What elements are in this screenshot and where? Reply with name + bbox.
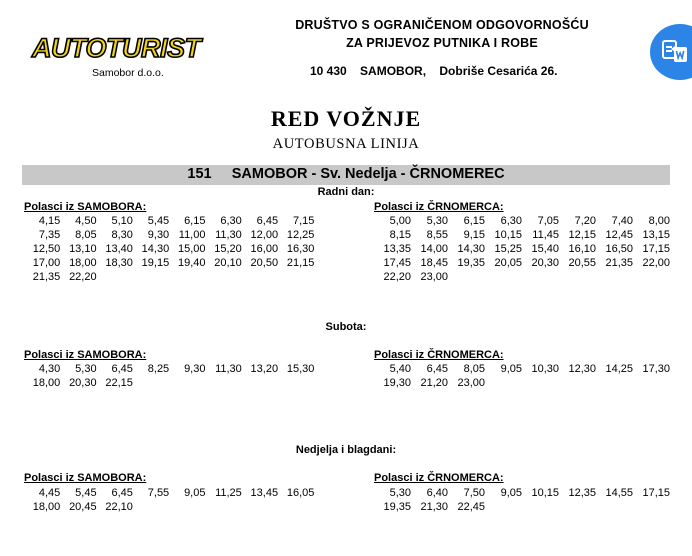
logo-subtitle: Samobor d.o.o. — [92, 67, 164, 79]
page-title: RED VOŽNJE — [270, 106, 422, 131]
departure-time: 16,00 — [250, 243, 279, 255]
departure-time: 13,15 — [642, 229, 670, 241]
address-postal: 10 430 — [310, 64, 347, 78]
departure-time: 17,15 — [642, 487, 670, 499]
departure-time: 20,30 — [531, 257, 559, 269]
departure-time: 22,15 — [105, 377, 133, 389]
departure-time: 22,20 — [69, 271, 97, 283]
company-address — [310, 64, 567, 78]
departure-time: 17,45 — [383, 257, 411, 269]
departure-time: 9,05 — [500, 487, 522, 499]
departure-time: 22,00 — [642, 257, 670, 269]
departure-time: 13,10 — [69, 243, 97, 255]
departure-time: 9,15 — [463, 229, 485, 241]
departure-time: 14,55 — [605, 487, 633, 499]
page-subtitle: AUTOBUSNA LINIJA — [272, 136, 420, 152]
departure-time: 10,15 — [531, 487, 559, 499]
departure-time: 6,45 — [111, 363, 133, 375]
timetable-row — [374, 256, 670, 270]
line-route: SAMOBOR - Sv. Nedelja - ČRNOMEREC — [231, 166, 505, 182]
departure-time: 8,55 — [426, 229, 448, 241]
departure-time: 20,50 — [250, 257, 279, 269]
departure-time: 6,15 — [184, 215, 206, 227]
weekday-right-table — [374, 214, 670, 284]
departure-time: 21,15 — [286, 257, 315, 269]
departure-time: 7,40 — [611, 215, 633, 227]
departure-time: 5,45 — [147, 215, 170, 227]
saturday-left-header: Polasci iz SAMOBORA: — [24, 349, 147, 361]
departure-time: 15,25 — [494, 243, 522, 255]
departure-time: 17,30 — [642, 363, 670, 375]
departure-time: 18,00 — [32, 501, 61, 513]
departure-time: 5,30 — [426, 215, 448, 227]
departure-time: 9,05 — [500, 363, 522, 375]
timetable-row — [374, 270, 670, 284]
departure-time: 19,30 — [383, 377, 411, 389]
departure-time: 5,45 — [75, 487, 97, 499]
departure-time: 4,45 — [38, 487, 61, 499]
sunday-right-table — [374, 486, 670, 514]
sunday-left-header: Polasci iz SAMOBORA: — [24, 472, 147, 484]
line-number: 151 — [187, 166, 212, 182]
departure-time: 12,35 — [568, 487, 596, 499]
departure-time: 14,30 — [141, 243, 170, 255]
section-label-saturday: Subota: — [325, 321, 367, 333]
timetable-row — [24, 256, 314, 270]
section-label-weekday: Radni dan: — [317, 186, 375, 198]
departure-time: 23,00 — [457, 377, 485, 389]
timetable-row — [24, 242, 314, 256]
departure-time: 22,20 — [383, 271, 411, 283]
timetable-row — [374, 486, 670, 500]
saturday-left-table — [24, 362, 314, 390]
departure-time: 19,35 — [383, 501, 411, 513]
company-name — [272, 16, 612, 52]
departure-time: 7,05 — [537, 215, 559, 227]
departure-time: 18,00 — [69, 257, 97, 269]
departure-time: 19,35 — [457, 257, 485, 269]
departure-time: 11,25 — [215, 487, 242, 499]
departure-time: 8,05 — [75, 229, 97, 241]
departure-time: 13,35 — [383, 243, 411, 255]
convert-to-word-button[interactable] — [650, 24, 692, 80]
departure-time: 6,40 — [426, 487, 448, 499]
departure-time: 7,55 — [147, 487, 170, 499]
departure-time: 7,35 — [38, 229, 61, 241]
departure-time: 8,30 — [111, 229, 133, 241]
timetable-row — [24, 270, 314, 284]
departure-time: 12,00 — [250, 229, 279, 241]
departure-time: 7,20 — [574, 215, 596, 227]
timetable-row — [374, 500, 670, 514]
departure-time: 20,30 — [69, 377, 97, 389]
departure-time: 20,45 — [69, 501, 97, 513]
departure-time: 16,30 — [286, 243, 315, 255]
weekday-left-table — [24, 214, 314, 284]
departure-time: 5,30 — [75, 363, 97, 375]
departure-time: 5,00 — [389, 215, 411, 227]
departure-time: 18,45 — [420, 257, 448, 269]
departure-time: 12,25 — [286, 229, 315, 241]
departure-time: 6,30 — [500, 215, 522, 227]
departure-time: 20,10 — [214, 257, 242, 269]
departure-time: 10,15 — [494, 229, 522, 241]
timetable-row — [374, 362, 670, 376]
timetable-row — [374, 242, 670, 256]
saturday-right-header: Polasci iz ČRNOMERCA: — [374, 349, 504, 361]
departure-time: 15,30 — [286, 363, 315, 375]
departure-time: 13,45 — [250, 487, 279, 499]
departure-time: 7,50 — [463, 487, 485, 499]
section-label-sunday: Nedjelja i blagdani: — [295, 444, 397, 456]
word-document-icon — [662, 38, 688, 64]
departure-time: 15,00 — [177, 243, 206, 255]
departure-time: 6,45 — [111, 487, 133, 499]
timetable-row — [374, 376, 670, 390]
departure-time: 6,15 — [463, 215, 485, 227]
departure-time: 14,00 — [420, 243, 448, 255]
logo-wordmark: AUTOTURIST — [32, 34, 201, 62]
departure-time: 9,30 — [147, 229, 170, 241]
departure-time: 12,45 — [605, 229, 633, 241]
departure-time: 18,30 — [105, 257, 133, 269]
sunday-left-table — [24, 486, 314, 514]
departure-time: 8,05 — [463, 363, 485, 375]
weekday-right-header: Polasci iz ČRNOMERCA: — [374, 201, 504, 213]
departure-time: 20,05 — [494, 257, 522, 269]
departure-time: 4,50 — [75, 215, 97, 227]
saturday-right-table — [374, 362, 670, 390]
timetable-row — [24, 500, 314, 514]
departure-time: 17,00 — [32, 257, 61, 269]
departure-time: 9,30 — [184, 363, 206, 375]
departure-time: 15,20 — [214, 243, 242, 255]
timetable-row — [374, 228, 670, 242]
line-heading — [0, 166, 692, 182]
departure-time: 21,35 — [605, 257, 633, 269]
departure-time: 4,30 — [38, 363, 61, 375]
company-line-1: DRUŠTVO S OGRANIČENOM ODGOVORNOŠĆU — [295, 18, 589, 32]
departure-time: 17,15 — [642, 243, 670, 255]
company-line-2: ZA PRIJEVOZ PUTNIKA I ROBE — [346, 36, 538, 50]
departure-time: 12,30 — [568, 363, 596, 375]
departure-time: 20,55 — [568, 257, 596, 269]
departure-time: 10,30 — [531, 363, 559, 375]
departure-time: 18,00 — [32, 377, 61, 389]
departure-time: 6,45 — [426, 363, 448, 375]
weekday-left-header: Polasci iz SAMOBORA: — [24, 201, 147, 213]
departure-time: 5,10 — [111, 215, 133, 227]
sunday-right-header: Polasci iz ČRNOMERCA: — [374, 472, 504, 484]
departure-time: 23,00 — [420, 271, 448, 283]
departure-time: 22,10 — [105, 501, 133, 513]
departure-time: 11,30 — [215, 363, 242, 375]
departure-time: 12,15 — [568, 229, 596, 241]
departure-time: 21,20 — [420, 377, 448, 389]
timetable-row — [24, 214, 314, 228]
departure-time: 6,45 — [256, 215, 279, 227]
departure-time: 16,05 — [286, 487, 315, 499]
departure-time: 22,45 — [457, 501, 485, 513]
departure-time: 8,15 — [389, 229, 411, 241]
departure-time: 11,00 — [178, 229, 206, 241]
departure-time: 15,40 — [531, 243, 559, 255]
timetable-row — [24, 228, 314, 242]
departure-time: 5,30 — [389, 487, 411, 499]
departure-time: 11,30 — [215, 229, 242, 241]
departure-time: 14,25 — [605, 363, 633, 375]
timetable-row — [24, 376, 314, 390]
departure-time: 8,25 — [147, 363, 170, 375]
departure-time: 8,00 — [648, 215, 670, 227]
departure-time: 19,40 — [177, 257, 206, 269]
departure-time: 11,45 — [532, 229, 559, 241]
timetable-row — [374, 214, 670, 228]
company-logo — [30, 34, 246, 62]
timetable-row — [24, 486, 314, 500]
address-city: SAMOBOR, — [360, 64, 427, 78]
departure-time: 13,40 — [105, 243, 133, 255]
departure-time: 6,30 — [220, 215, 242, 227]
departure-time: 16,50 — [605, 243, 633, 255]
timetable-row — [24, 362, 314, 376]
departure-time: 7,15 — [292, 215, 315, 227]
departure-time: 21,30 — [420, 501, 448, 513]
departure-time: 5,40 — [389, 363, 411, 375]
departure-time: 21,35 — [32, 271, 61, 283]
departure-time: 13,20 — [250, 363, 279, 375]
departure-time: 16,10 — [568, 243, 596, 255]
departure-time: 4,15 — [38, 215, 61, 227]
departure-time: 14,30 — [457, 243, 485, 255]
address-street: Dobriše Cesarića 26. — [439, 64, 558, 78]
departure-time: 12,50 — [32, 243, 61, 255]
departure-time: 19,15 — [141, 257, 170, 269]
departure-time: 9,05 — [184, 487, 206, 499]
